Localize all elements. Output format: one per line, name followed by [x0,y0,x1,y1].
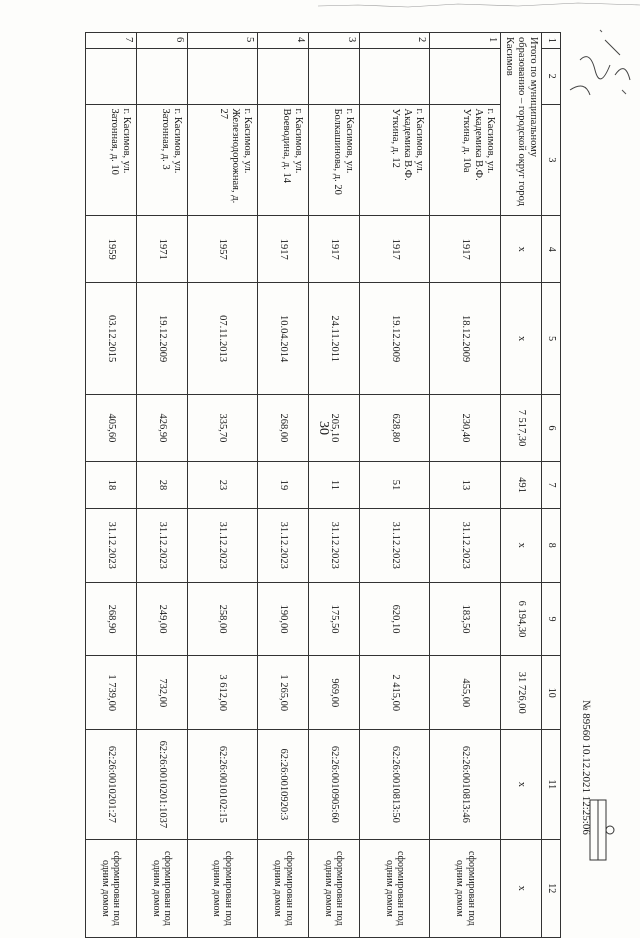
row-count: 19 [258,462,309,509]
row-area: 230,40 [430,394,501,461]
total-row [500,33,541,938]
row-blank [187,48,258,104]
row-sum: 268,90 [86,582,137,656]
row-date: 10.04.2014 [258,283,309,395]
row-sum: 190,00 [258,582,309,656]
row-year: 1917 [309,216,360,283]
row-cadastre: 62:26:0010905:60 [309,730,360,839]
data-table-container [85,32,561,938]
header-row [542,33,561,938]
row-date: 07.11.2013 [187,283,258,395]
row-sum: 258,00 [187,582,258,656]
row-area: 335,70 [187,394,258,461]
row-cost: 732,00 [136,656,187,730]
total-count: 491 [500,462,541,509]
header-cell: 10 [542,656,561,730]
row-blank [430,48,501,104]
total-cadastre: x [500,730,541,839]
table-row [359,33,430,938]
row-area: 628,80 [359,394,430,461]
row-count: 11 [309,462,360,509]
row-sum: 175,50 [309,582,360,656]
table-row [136,33,187,938]
header-cell: 7 [542,462,561,509]
header-cell: 6 [542,394,561,461]
total-area: 7 517,30 [500,394,541,461]
row-area: 426,90 [136,394,187,461]
row-count: 23 [187,462,258,509]
row-end: 31.12.2023 [430,508,501,582]
table-row [430,33,501,938]
row-address: г. Касимов, ул. Академика В.Ф. Уткина, д. 10а [430,104,501,216]
row-cost: 969,00 [309,656,360,730]
row-blank [136,48,187,104]
page-number: 30 [316,421,331,435]
table-row [86,33,137,938]
header-cell: 5 [542,283,561,395]
row-end: 31.12.2023 [359,508,430,582]
header-cell: 12 [542,839,561,937]
row-blank [359,48,430,104]
scan-noise [318,0,640,14]
row-area: 205,10 [309,394,360,461]
row-blank [309,48,360,104]
row-address: г. Касимов, ул. Затонная, д. 10 [86,104,137,216]
row-count: 13 [430,462,501,509]
row-cost: 455,00 [430,656,501,730]
total-sum: 6 194,30 [500,582,541,656]
row-sum: 620,10 [359,582,430,656]
row-status: сформирован под одним домом [86,839,137,937]
row-cost: 3 612,00 [187,656,258,730]
row-sum: 183,50 [430,582,501,656]
table-row [187,33,258,938]
row-number: 7 [86,33,137,49]
total-year: x [500,216,541,283]
header-cell: 1 [542,33,561,49]
row-address: г. Касимов, ул. Затонная, д. 3 [136,104,187,216]
table-row [309,33,360,938]
row-date: 24.11.2011 [309,283,360,395]
row-year: 1971 [136,216,187,283]
row-cost: 1 739,00 [86,656,137,730]
row-status: сформирован под одним домом [187,839,258,937]
table-row [258,33,309,938]
row-status: сформирован под одним домом [258,839,309,937]
row-blank [86,48,137,104]
row-count: 51 [359,462,430,509]
total-label: Итого по муниципальному образованию – городской округ город Касимов [500,33,541,216]
total-cost: 31 726,00 [500,656,541,730]
row-address: г. Касимов, ул. Академика В.Ф. Уткина, д. 12 [359,104,430,216]
row-cadastre: 62:26:0010813:46 [430,730,501,839]
row-status: сформирован под одним домом [309,839,360,937]
row-number: 5 [187,33,258,49]
row-year: 1917 [258,216,309,283]
row-year: 1957 [187,216,258,283]
header-cell: 11 [542,730,561,839]
row-number: 2 [359,33,430,49]
row-status: сформирован под одним домом [359,839,430,937]
row-status: сформирован под одним домом [430,839,501,937]
row-number: 6 [136,33,187,49]
row-end: 31.12.2023 [86,508,137,582]
row-year: 1917 [359,216,430,283]
row-end: 31.12.2023 [136,508,187,582]
header-cell: 9 [542,582,561,656]
row-status: сформирован под одним домом [136,839,187,937]
row-blank [258,48,309,104]
row-cadastre: 62:26:0010201:1037 [136,730,187,839]
row-cadastre: 62:26:0010920:3 [258,730,309,839]
total-status: x [500,839,541,937]
row-end: 31.12.2023 [309,508,360,582]
row-date: 18.12.2009 [430,283,501,395]
row-address: г. Касимов, ул. Железнодорожная, д. 27 [187,104,258,216]
total-end: x [500,508,541,582]
row-number: 1 [430,33,501,49]
row-date: 03.12.2015 [86,283,137,395]
row-end: 31.12.2023 [258,508,309,582]
row-cadastre: 62:26:0010102:15 [187,730,258,839]
registry-logo-icon [586,790,616,870]
row-year: 1917 [430,216,501,283]
row-date: 19.12.2009 [359,283,430,395]
row-sum: 249,00 [136,582,187,656]
row-address: г. Касимов, ул. Воеводина, д. 14 [258,104,309,216]
header-cell: 2 [542,48,561,104]
signature-mark [560,20,640,110]
row-area: 405,60 [86,394,137,461]
data-table [85,32,561,938]
document-registration-note: № 89560 10.12.2021 12:25:06 [580,700,592,835]
row-end: 31.12.2023 [187,508,258,582]
header-cell: 8 [542,508,561,582]
row-cost: 2 415,00 [359,656,430,730]
header-cell: 4 [542,216,561,283]
row-count: 18 [86,462,137,509]
row-cadastre: 62:26:0010201:27 [86,730,137,839]
row-area: 268,00 [258,394,309,461]
total-date: x [500,283,541,395]
row-cadastre: 62:26:0010813:50 [359,730,430,839]
row-date: 19.12.2009 [136,283,187,395]
row-count: 28 [136,462,187,509]
row-number: 4 [258,33,309,49]
header-cell: 3 [542,104,561,216]
row-cost: 1 265,00 [258,656,309,730]
row-year: 1959 [86,216,137,283]
row-number: 3 [309,33,360,49]
row-address: г. Касимов, ул. Болкашинова, д. 20 [309,104,360,216]
